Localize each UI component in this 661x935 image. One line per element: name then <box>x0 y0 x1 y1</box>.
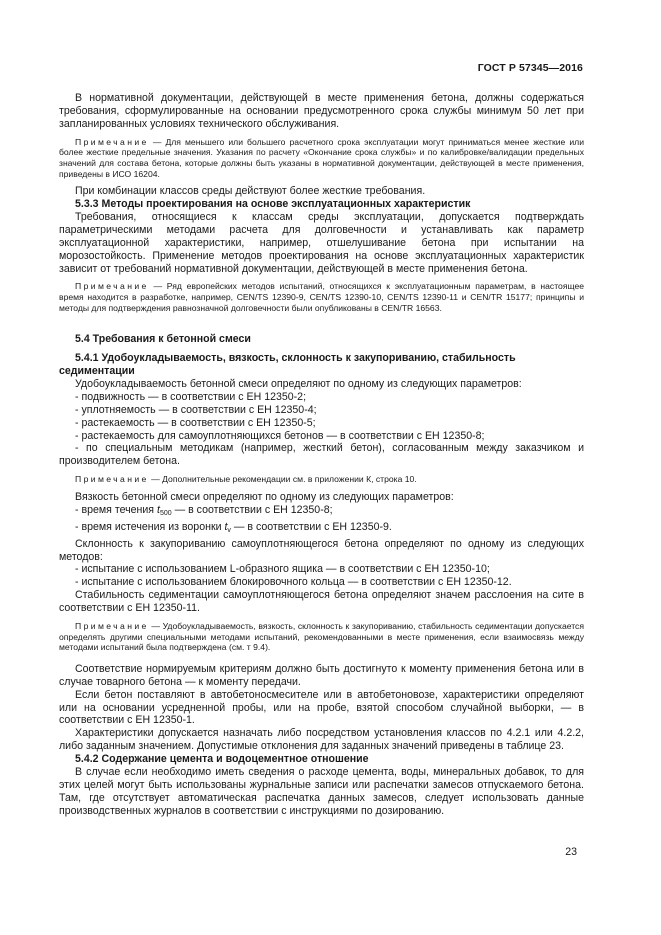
paragraph: В нормативной документации, действующей в месте применения бетона, должны содержаться требования, сформулированные на основании предусмотренного срока службы минимум 50 лет при запланированных условиях технического обслуживания. <box>59 92 584 130</box>
note-paragraph <box>59 281 584 313</box>
section-heading: 5.4.1 Удобоукладываемость, вязкость, склонность к закупориванию, стабильность седиментации <box>59 352 516 378</box>
note-text: — Для меньшего или большего расчетного срока эксплуатации могут приниматься менее жесткие или более жесткие предельные значения. Указания по расчету «Окончание срока службы» и по калибровке/валидации предельных значений для состава бетона, которые должны быть указаны в нормативной документации, действующей в месте применения, приведены в ИСО 16204. <box>59 136 584 179</box>
paragraph: Если бетон поставляют в автобетоносмесителе или в автобетоновозе, характеристики определяют или на основании усредненной пробы, или на пробе, взятой способом случайной выборки, — в соответствии с ЕН 12350-1. <box>59 688 584 727</box>
note-paragraph <box>59 474 584 485</box>
paragraph: Стабильность седиментации самоуплотняющегося бетона определяют значем расслоения на сите в соответствии с ЕН 12350-11. <box>59 589 584 615</box>
paragraph: - испытание с использованием блокировочного кольца — в соответствии с ЕН 12350-12. <box>75 576 512 589</box>
document-id: ГОСТ Р 57345—2016 <box>477 62 583 74</box>
paragraph: Соответствие нормируемым критериям должно быть достигнуто к моменту применения бетона или в случае товарного бетона — к моменту передачи. <box>59 662 584 688</box>
note-label: Примечание <box>75 474 149 485</box>
list-item <box>59 521 584 538</box>
paragraph: Требования, относящиеся к классам среды эксплуатации, допускается подтверждать параметрическими методами расчета для долговечности и устанавливать как параметр эксплуатационной характеристики, например, отшелушивание бетона при испытании на морозостойкость. Применение методов проектирования на основе эксплуатационных характеристик зависит от требований нормативной документации, действующей в месте применения бетона. <box>59 210 584 275</box>
spacer <box>59 313 584 333</box>
subscript: v <box>227 526 231 534</box>
page-content <box>59 92 584 818</box>
paragraph: - подвижность — в соответствии с ЕН 12350-2; <box>75 390 307 403</box>
note-paragraph <box>59 621 584 653</box>
note-label: Примечание <box>75 621 149 632</box>
list-item <box>59 504 584 521</box>
section-heading: 5.3.3 Методы проектирования на основе эксплуатационных характеристик <box>75 198 471 210</box>
variable: t <box>156 503 160 516</box>
subscript: 500 <box>159 509 172 517</box>
paragraph: - растекаемость для самоуплотняющихся бетонов — в соответствии с ЕН 12350-8; <box>75 429 485 442</box>
paragraph: В случае если необходимо иметь сведения о расходе цемента, воды, минеральных добавок, то для этих целей могут быть использованы журнальные записи или распечатки замесов отпускаемого бетона. Там, где отсутствует автоматическая распечатка данных замесов, следует использовать данные производственных журналов в соответствии с инструкциями по дозированию. <box>59 766 584 817</box>
paragraph: Склонность к закупориванию самоуплотняющегося бетона определяют по одному из следующих методов: <box>59 537 584 563</box>
paragraph: - уплотняемость — в соответствии с ЕН 12350-4; <box>75 403 317 416</box>
paragraph: Характеристики допускается назначать либо посредством установления классов по 4.2.1 или 4.2.2, либо заданным значением. Допустимые отклонения для заданных значений приведены в таблице 23. <box>59 727 584 753</box>
paragraph: При комбинации классов среды действуют более жесткие требования. <box>75 185 426 198</box>
note-label: Примечание <box>75 281 149 292</box>
item-text: — в соответствии с ЕН 12350-9. <box>230 520 392 533</box>
paragraph: Удобоукладываемость бетонной смеси определяют по одному из следующих параметров: <box>75 377 522 390</box>
paragraph: Вязкость бетонной смеси определяют по одному из следующих параметров: <box>75 490 454 503</box>
note-text: — Удобоукладываемость, вязкость, склонность к закупориванию, стабильность седиментации допускается определять другими специальными методами испытаний, рекомендованными в месте применения, если взаимосвязь между методами испытаний была подтверждена (см. т 9.4). <box>59 621 585 653</box>
item-text: — в соответствии с ЕН 12350-8; <box>171 503 333 516</box>
section-heading: 5.4.2 Содержание цемента и водоцементное отношение <box>75 753 369 766</box>
page-number: 23 <box>565 846 577 858</box>
note-text: — Ряд европейских методов испытаний, относящихся к эксплуатационным параметрам, в настоящее время находится в разработке, например, CEN/TS 12390-9, CEN/TS 12390-10, CEN/TS 12390-11 и CEN/TR 15177; принципы и методы для подтверждения равнозначной долговечности были опубликованы в CEN/TR 16563. <box>59 281 585 313</box>
note-paragraph <box>59 137 584 179</box>
paragraph: - испытание с использованием L-образного ящика — в соответствии с ЕН 12350-10; <box>75 563 490 576</box>
paragraph: - по специальным методикам (например, жесткий бетон), согласованным между заказчиком и производителем бетона. <box>59 442 584 468</box>
variable: t <box>224 520 228 533</box>
spacer <box>59 653 584 663</box>
section-heading: 5.4 Требования к бетонной смеси <box>75 333 251 346</box>
item-text: - время истечения из воронки <box>75 520 225 533</box>
note-label: Примечание <box>75 136 149 147</box>
note-text: — Дополнительные рекомендации см. в приложении К, строка 10. <box>151 474 417 485</box>
paragraph: - растекаемость — в соответствии с ЕН 12350-5; <box>75 416 316 429</box>
item-text: - время течения <box>75 503 157 516</box>
